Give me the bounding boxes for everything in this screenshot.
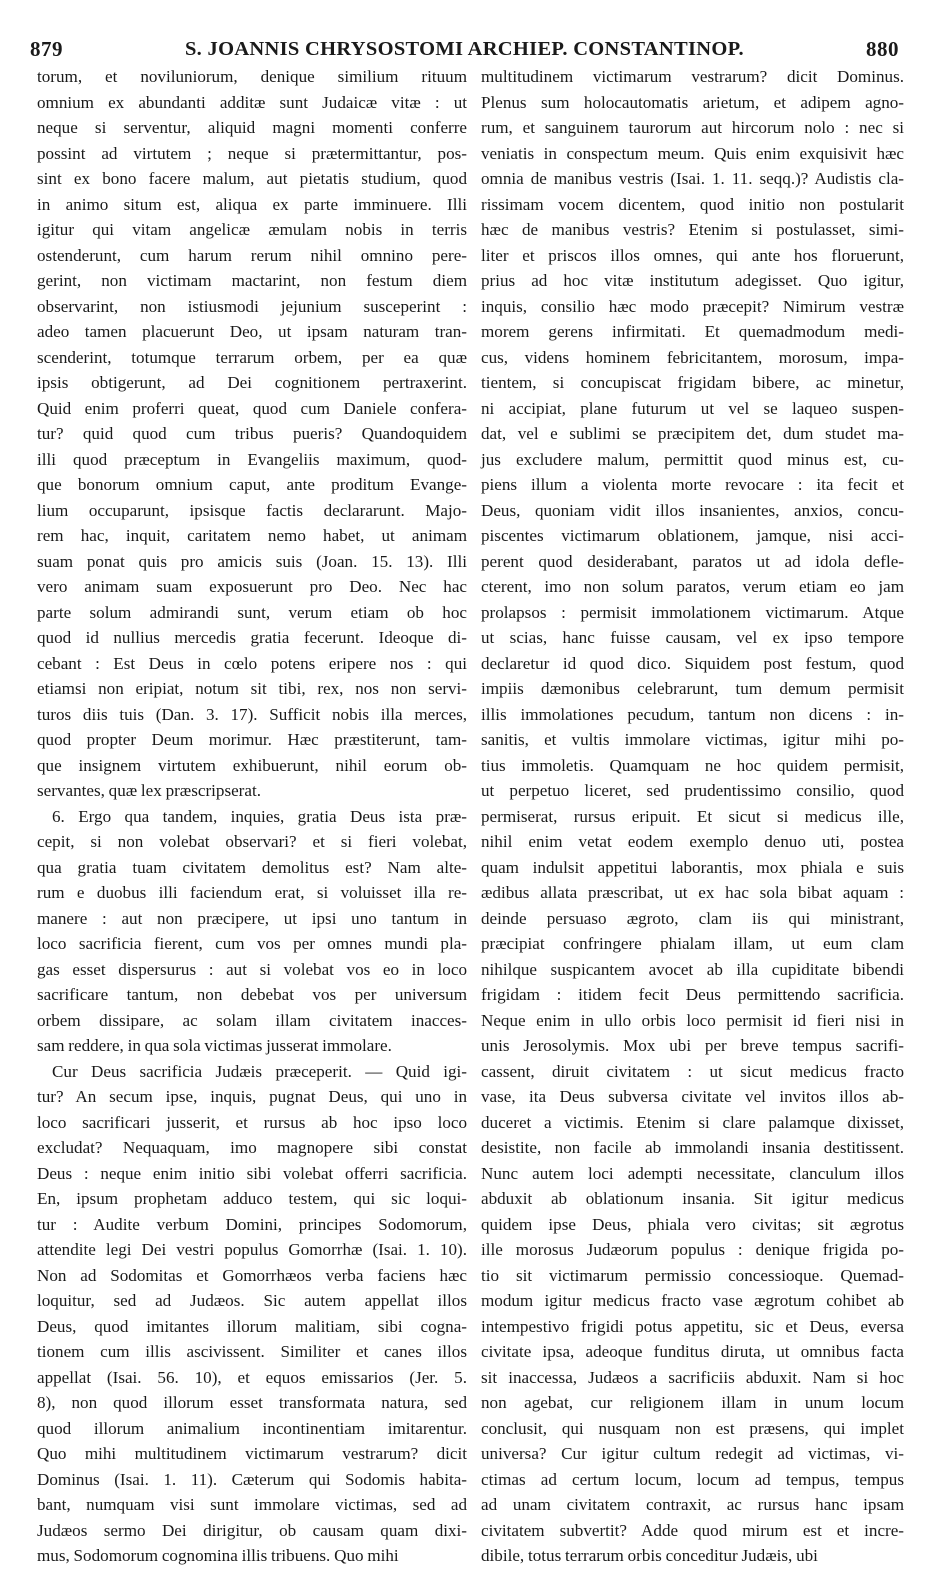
text-line: tur : Audite verbum Domini, principes Sodomorum, <box>37 1214 467 1234</box>
text-line: ille morosus Judæorum populus : denique frigida po- <box>481 1240 904 1259</box>
text-line: torum, et noviluniorum, denique similium rituum <box>37 67 467 86</box>
text-line: tientem, si concupiscat frigidam bibere, ac minetur, <box>481 373 904 392</box>
text-line: ctimas ad certum locum, locum ad tempus, tempus <box>481 1469 904 1489</box>
text-line: tionem cum illis ascivissent. Similiter et canes illos <box>37 1342 467 1361</box>
text-line: ut perpetuo liceret, sed prudentissimo consilio, quod <box>481 781 904 800</box>
text-line: Deus, quoniam vidit illos insanientes, anxios, concu- <box>481 500 904 520</box>
running-header <box>30 32 899 66</box>
text-line: declaretur id quod dico. Siquidem post festum, quod <box>481 653 904 673</box>
text-line: intempestivo frigidi potus appetitu, sic et Deus, eversa <box>481 1316 904 1336</box>
text-line: omnium ex abundanti additæ sunt Judaicæ vitæ : ut <box>37 92 467 112</box>
text-line: civitate ipsa, adeoque funditus diruta, ut omnibus facta <box>481 1342 904 1361</box>
text-line: loco sacrificia fierent, cum vos per omnes mundi pla- <box>37 934 467 953</box>
text-line: cus, videns hominem febricitantem, morosum, impa- <box>481 347 904 367</box>
text-line: cepit, si non volebat observari? et si fieri volebat, <box>37 832 467 851</box>
text-line: ostenderunt, cum harum rerum nihil omnino pere- <box>37 245 467 265</box>
text-line: deinde persuaso ægroto, clam iis qui ministrant, <box>481 908 904 928</box>
text-line: Quid enim proferri queat, quod cum Daniele confera- <box>37 398 467 418</box>
text-line: universa? Cur igitur cultum redegit ad victimas, vi- <box>481 1444 904 1463</box>
text-line: frigidam : itidem fecit Deus permittendo sacrificia. <box>481 985 904 1004</box>
text-line: omnia de manibus vestris (Isai. 1. 11. seqq.)? Audistis cla- <box>481 169 904 188</box>
text-line: scenderint, totumque terrarum orbem, per ea quæ <box>37 347 467 367</box>
text-line: duceret a victimis. Etenim si clare palamque dixisset, <box>481 1112 904 1132</box>
text-line: morem gerens infirmitati. Et quemadmodum medi- <box>481 322 904 341</box>
text-line: multitudinem victimarum vestrarum? dicit Dominus. <box>481 67 904 86</box>
text-line: vase, ita Deus subversa civitate vel invitos illos ab- <box>481 1087 904 1106</box>
text-line: sacrificare tantum, non debebat vos per universum <box>37 985 467 1004</box>
text-line: prius ad hoc vitæ institutum adegisset. Quo igitur, <box>481 271 904 290</box>
text-line: permiserat, rursus eripuit. Et sicut si medicus ille, <box>481 806 904 826</box>
text-line: piscentes victimarum oblationem, jamque, nisi acci- <box>481 526 904 545</box>
text-line: ipsis obtigerunt, ad Dei cognitionem pertraxerint. <box>37 373 467 392</box>
left-text-column <box>37 64 467 1565</box>
text-line: neque si serventur, aliquid magni momenti conferre <box>37 118 467 137</box>
text-line: Nunc autem loci adempti necessitate, clanculum illos <box>481 1163 904 1183</box>
text-line: que insignem virtutem exhibuerunt, nihil eorum ob- <box>37 755 467 775</box>
text-line: Deus : neque enim initio sibi volebat offerri sacrificia. <box>37 1163 467 1183</box>
text-line: conclusit, qui nusquam non est præsens, qui implet <box>481 1418 904 1438</box>
text-line: prolapsos : permisit immolationem victimarum. Atque <box>481 602 904 622</box>
text-line: inquis, consilio hæc modo præcepit? Nimirum vestræ <box>481 296 904 316</box>
text-line: unis Jerosolymis. Mox ubi per breve tempus sacrifi- <box>481 1036 904 1055</box>
text-line: turos diis tuis (Dan. 3. 17). Sufficit nobis illa merces, <box>37 704 467 724</box>
text-line: orbem dissipare, ac solam illam civitatem inacces- <box>37 1010 467 1030</box>
text-line: igitur qui vitam angelicæ æmulam nobis in terris <box>37 220 467 239</box>
text-line: Deus, quod imitantes illorum malitiam, sibi cogna- <box>37 1316 467 1336</box>
text-line: rum e duobus illi faciendum erat, si voluisset illa re- <box>37 883 467 902</box>
text-line: appellat (Isai. 56. 10), et equos emissarios (Jer. 5. <box>37 1367 467 1387</box>
text-line: qua gratia tuam civitatem demolitus est? Nam alte- <box>37 857 467 877</box>
text-line: tius immoletis. Quamquam ne hoc quidem permisit, <box>481 755 904 775</box>
text-line: Non ad Sodomitas et Gomorrhæos verba faciens hæc <box>37 1265 467 1285</box>
text-line: non agebat, cur religionem illam in unum locum <box>481 1393 904 1412</box>
text-line: loquitur, sed ad Judæos. Sic autem appellat illos <box>37 1291 467 1310</box>
text-line: sint ex bono facere malum, aut pietatis studium, quod <box>37 169 467 188</box>
text-line: in animo situm est, aliqua ex parte imminuere. Illi <box>37 194 467 214</box>
text-line: tur? An secum ipse, inquis, pugnat Deus, qui uno in <box>37 1087 467 1106</box>
running-title: S. JOANNIS CHRYSOSTOMI ARCHIEP. CONSTANTINOP. <box>184 37 744 60</box>
text-line: rissimam vocem dicentem, quod initio non postularit <box>481 194 904 214</box>
text-line: dat, vel e sublimi se præcipitem det, dum studet ma- <box>481 424 904 443</box>
text-line: impiis dæmonibus celebrarunt, tum demum permisit <box>481 679 904 698</box>
text-line: hæc de manibus vestris? Etenim si postulasset, simi- <box>481 220 904 239</box>
text-line: liter et priscos illos omnes, qui ante hos floruerunt, <box>481 245 904 265</box>
text-line: adeo tamen placuerunt Deo, ut ipsam naturam tran- <box>37 322 467 341</box>
text-line: Dominus (Isai. 1. 11). Cæterum qui Sodomis habita- <box>37 1469 467 1489</box>
text-line: observarint, non istiusmodi jejunium susceperint : <box>37 296 467 316</box>
text-line: quod id nullius mercedis gratia fecerunt. Ideoque di- <box>37 628 467 647</box>
text-line: tur? quid quod cum tribus pueris? Quandoquidem <box>37 424 467 443</box>
text-line: illis immolationes pecudum, tantum non dicens : in- <box>481 704 904 724</box>
text-line: manere : aut non præcipere, ut ipsi uno tantum in <box>37 908 467 928</box>
text-line: quod illorum animalium incontinentiam imitarentur. <box>37 1418 467 1438</box>
text-line: possint ad virtutem ; neque si prætermittantur, pos- <box>37 143 467 163</box>
text-line: veniatis in conspectum meum. Quis enim exquisivit hæc <box>481 143 904 163</box>
text-line: excludat? Nequaquam, imo magnopere sibi constat <box>37 1138 467 1157</box>
text-line: sam reddere, in qua sola victimas jusserat immolare. <box>37 1036 392 1055</box>
text-line: ædibus allata præscribat, ut ex hac sola bibat aquam : <box>481 883 904 902</box>
text-line: bant, numquam visi sunt immolare victimas, sed ad <box>37 1495 467 1514</box>
text-line: suam ponat quis pro amicis suis (Joan. 15. 13). Illi <box>37 551 467 571</box>
page-number-right: 880 <box>865 36 899 61</box>
text-line: loco sacrificari jusserit, et rursus ab hoc ipso loco <box>37 1112 467 1132</box>
page-number-left: 879 <box>30 36 63 61</box>
text-line: rem hac, inquit, caritatem nemo habet, ut animam <box>37 526 467 545</box>
text-line: sanitis, et vultis immolare victimas, igitur mihi po- <box>481 730 904 749</box>
text-line: cterent, imo non solum paratos, verum etiam eo jam <box>481 577 904 596</box>
text-line: piens illum a violenta morte revocare : ita fecit et <box>481 475 904 494</box>
text-line: En, ipsum prophetam adduco testem, qui sic loqui- <box>37 1189 467 1208</box>
text-line: cebant : Est Deus in cœlo potens eripere nos : qui <box>37 653 467 673</box>
text-line: modum igitur medicus fracto vase ægrotum cohibet ab <box>481 1291 904 1310</box>
text-line: nihilque suspicantem avocet ab illa cupiditate bibendi <box>481 959 904 979</box>
text-line: parte solum admirandi sunt, verum etiam ob hoc <box>37 602 467 622</box>
text-line: attendite legi Dei vestri populus Gomorrhæ (Isai. 1. 10). <box>37 1240 467 1259</box>
text-line: dibile, totus terrarum orbis conceditur Judæis, ubi <box>481 1546 818 1565</box>
text-line: que bonorum omnium caput, ante proditum Evange- <box>37 475 467 494</box>
text-line: præcipiat confringere phialam illam, ut eum clam <box>481 934 904 953</box>
text-line: perent quod desiderabant, paratos ut ad idola defle- <box>481 551 904 571</box>
text-line: cassent, diruit civitatem : ut sicut medicus fracto <box>481 1061 904 1081</box>
text-line: mus, Sodomorum cognomina illis tribuens. Quo mihi <box>37 1546 399 1565</box>
text-line: 8), non quod illorum esset transformata natura, sed <box>37 1393 467 1412</box>
text-line: lium occuparunt, ipsisque factis declararunt. Majo- <box>37 500 467 520</box>
text-line: ut scias, hanc fuisse causam, vel ex ipso tempore <box>481 628 904 647</box>
text-line: servantes, quæ lex præscripserat. <box>37 781 261 800</box>
text-line: nihil enim vetat eodem exemplo denuo uti, postea <box>481 832 904 851</box>
text-line: etiamsi non eripiat, notum sit tibi, rex, nos non servi- <box>37 679 467 698</box>
text-line: Neque enim in ullo orbis loco permisit id fieri nisi in <box>481 1010 904 1030</box>
text-line: sit inaccessa, Judæos a sacrificiis abduxit. Nam si hoc <box>481 1367 904 1387</box>
text-line: quidem ipse Deus, phiala vero civitas; sit ægrotus <box>481 1214 904 1234</box>
text-line: abduxit ab oblationum insania. Sit igitur medicus <box>481 1189 904 1208</box>
text-line: gerint, non victimam mactarint, non festum diem <box>37 271 467 290</box>
text-line: 6. Ergo qua tandem, inquies, gratia Deus ista præ- <box>52 806 467 826</box>
text-line: Cur Deus sacrificia Judæis præceperit. — Quid igi- <box>52 1061 467 1081</box>
text-line: gas esset dispersurus : aut si volebat vos eo in loco <box>37 959 467 979</box>
text-line: illi quod præceptum in Evangeliis maximum, quod- <box>37 449 467 469</box>
text-line: ad unam civitatem contraxit, ac rursus hanc ipsam <box>481 1495 904 1514</box>
text-line: Judæos sermo Dei dirigitur, ob causam quam dixi- <box>37 1520 467 1540</box>
text-line: vero animam suam exposuerunt pro Deo. Nec hac <box>37 577 467 596</box>
text-line: desistite, non facile ab immolandi insania destitissent. <box>481 1138 904 1157</box>
text-line: jus excludere malum, permittit quod minus est, cu- <box>481 449 904 469</box>
right-text-column <box>481 64 904 1565</box>
text-line: rum, et sanguinem taurorum aut hircorum nolo : nec si <box>481 118 904 137</box>
text-line: Quo mihi multitudinem victimarum vestrarum? dicit <box>37 1444 467 1463</box>
text-line: quod propter Deum morimur. Hæc præstiterunt, tam- <box>37 730 467 749</box>
text-line: quam indulsit appetitui laborantis, mox phiala e suis <box>481 857 904 877</box>
text-line: Plenus sum holocautomatis arietum, et adipem agno- <box>481 92 904 112</box>
text-line: civitatem subvertit? Adde quod mirum est et incre- <box>481 1520 904 1540</box>
text-line: ni accipiat, plane futurum ut vel se laqueo suspen- <box>481 398 904 418</box>
text-line: tio sit victimarum permissio concessioque. Quemad- <box>481 1265 904 1285</box>
